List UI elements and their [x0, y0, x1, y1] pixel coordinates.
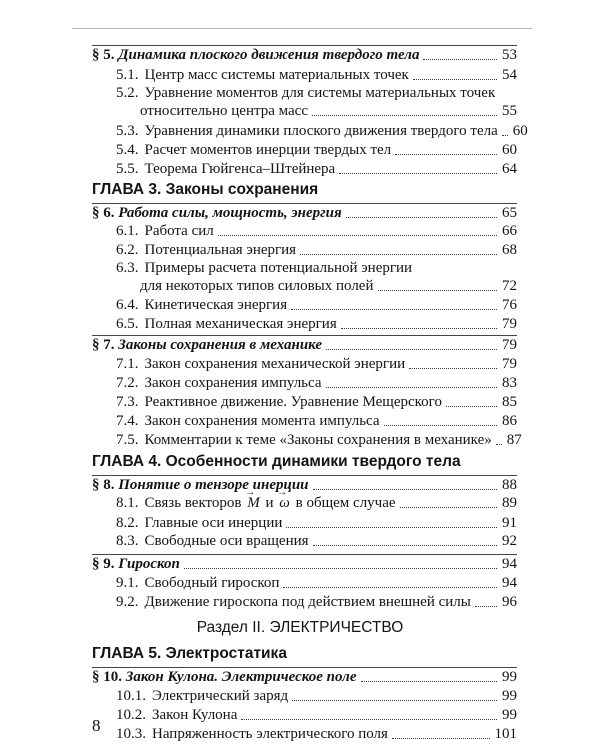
dot-leader — [218, 235, 497, 236]
section-title — [92, 336, 322, 354]
entry-title: Электрический заряд — [152, 688, 289, 704]
entry-number: 6.4. — [116, 297, 139, 313]
dot-leader — [283, 587, 497, 588]
entry-page-number: 94 — [502, 575, 517, 591]
entry-number: 7.3. — [116, 394, 139, 410]
section-number: § 8. — [92, 477, 115, 493]
toc-subsection-entry[interactable] — [116, 241, 517, 259]
toc-subsection-entry[interactable] — [116, 355, 517, 373]
section-title — [92, 668, 357, 686]
toc-section-entry[interactable] — [92, 668, 517, 686]
dot-leader — [291, 309, 497, 310]
section-number: § 9. — [92, 556, 115, 572]
entry-title: относительно центра масс — [140, 103, 308, 119]
entry-number: 6.5. — [116, 316, 139, 332]
dot-leader — [475, 606, 497, 607]
entry-number: 7.1. — [116, 356, 139, 372]
dot-leader — [413, 79, 497, 80]
entry-title: Полная механическая энергия — [144, 316, 337, 332]
toc-subsection-entry[interactable] — [116, 259, 517, 277]
section-title — [92, 476, 309, 494]
dot-leader — [423, 59, 497, 60]
entry-page-number: 60 — [502, 142, 517, 158]
entry-number: 5.1. — [116, 67, 139, 83]
entry-number: 6.1. — [116, 223, 139, 239]
section-title-text: Законы сохранения в механике — [118, 337, 322, 353]
section-number: § 6. — [92, 205, 115, 221]
dot-leader — [361, 681, 498, 682]
entry-title: для некоторых типов силовых полей — [140, 278, 374, 294]
entry-page-number: 68 — [502, 242, 517, 258]
entry-number: 5.4. — [116, 142, 139, 158]
section-title — [92, 46, 419, 64]
entry-number: 8.2. — [116, 515, 139, 531]
entry-title: Потенциальная энергия — [144, 242, 297, 258]
toc-subsection-entry[interactable] — [116, 315, 517, 333]
entry-page-number: 89 — [502, 495, 517, 511]
entry-number: 5.5. — [116, 161, 139, 177]
dot-leader — [313, 489, 497, 490]
toc-subsection-entry[interactable] — [116, 574, 517, 592]
dot-leader — [392, 738, 490, 739]
entry-page-number: 53 — [502, 47, 517, 63]
header-rule — [72, 28, 532, 29]
entry-title: Закон сохранения импульса — [144, 375, 322, 391]
section-number: § 7. — [92, 337, 115, 353]
dot-leader — [312, 115, 497, 116]
dot-leader — [313, 545, 497, 546]
entry-title: Свободный гироскоп — [144, 575, 280, 591]
entry-page-number: 85 — [502, 394, 517, 410]
dot-leader — [378, 290, 498, 291]
toc-subsection-entry[interactable] — [116, 706, 517, 724]
toc-subsection-entry[interactable] — [116, 122, 528, 140]
entry-number: 9.1. — [116, 575, 139, 591]
entry-page-number: 72 — [502, 278, 517, 294]
chapter-heading: ГЛАВА 5. Электростатика — [92, 645, 287, 662]
toc-section-entry[interactable] — [92, 46, 517, 64]
entry-title: Уравнения динамики плоского движения твердого тела — [144, 123, 498, 139]
dot-leader — [496, 444, 502, 445]
toc-section-entry[interactable] — [92, 204, 517, 222]
entry-page-number: 99 — [502, 669, 517, 685]
entry-number: 7.4. — [116, 413, 139, 429]
toc-section-entry[interactable] — [92, 476, 517, 494]
entry-page-number: 94 — [502, 556, 517, 572]
entry-page-number: 79 — [502, 356, 517, 372]
toc-subsection-entry[interactable] — [116, 374, 517, 392]
entry-title: Теорема Гюйгенса–Штейнера — [144, 161, 336, 177]
entry-number: 5.2. — [116, 85, 139, 101]
entry-page-number: 88 — [502, 477, 517, 493]
entry-number: 6.2. — [116, 242, 139, 258]
dot-leader — [326, 387, 497, 388]
entry-page-number: 87 — [506, 432, 522, 448]
section-title-text: Работа силы, мощность, энергия — [118, 205, 342, 221]
entry-title: Центр масс системы материальных точек — [144, 67, 409, 83]
toc-subsection-entry[interactable] — [116, 141, 517, 159]
toc-subsection-entry[interactable] — [116, 725, 517, 743]
entry-page-number: 86 — [502, 413, 517, 429]
entry-page-number: 91 — [502, 515, 517, 531]
entry-title: Напряженность электрического поля — [152, 726, 388, 742]
dot-leader — [409, 368, 497, 369]
entry-page-number: 92 — [502, 533, 517, 549]
entry-number: 6.3. — [116, 260, 139, 276]
entry-title: Расчет моментов инерции твердых тел — [144, 142, 392, 158]
dot-leader — [446, 406, 497, 407]
entry-title: Примеры расчета потенциальной энергии — [144, 260, 413, 276]
entry-page-number: 55 — [502, 103, 517, 119]
section-title-text: Понятие о тензоре инерции — [118, 477, 309, 493]
toc-subsection-entry[interactable] — [116, 593, 517, 611]
toc-subsection-entry[interactable] — [116, 514, 517, 532]
entry-title-pre: Связь векторов — [144, 495, 242, 511]
dot-leader — [326, 349, 497, 350]
entry-title: Закон сохранения момента импульса — [144, 413, 380, 429]
section-title — [92, 555, 180, 573]
toc-subsection-entry[interactable] — [116, 84, 517, 102]
dot-leader — [346, 217, 497, 218]
dot-leader — [241, 719, 497, 720]
chapter-heading: ГЛАВА 3. Законы сохранения — [92, 181, 319, 198]
entry-number: 8.1. — [116, 495, 139, 511]
entry-title: Закон сохранения механической энергии — [144, 356, 406, 372]
entry-number: 5.3. — [116, 123, 139, 139]
entry-page-number: 79 — [502, 316, 517, 332]
section-title-text: Гироскоп — [118, 556, 180, 572]
section-number: § 5. — [92, 47, 115, 63]
toc-subsection-entry[interactable] — [116, 222, 517, 240]
section-number: § 10. — [92, 669, 122, 685]
toc-section-entry[interactable] — [92, 336, 517, 354]
dot-leader — [300, 254, 497, 255]
entry-page-number: 79 — [502, 337, 517, 353]
entry-title-mid: и — [265, 495, 274, 511]
toc-subsection-entry[interactable] — [116, 687, 517, 705]
entry-page-number: 76 — [502, 297, 517, 313]
toc-entry-continuation[interactable] — [140, 102, 517, 120]
part-heading: Раздел II. ЭЛЕКТРИЧЕСТВО — [196, 619, 404, 636]
entry-title: Движение гироскопа под действием внешней силы — [144, 594, 471, 610]
entry-title: Закон Кулона — [152, 707, 238, 723]
entry-page-number: 96 — [502, 594, 517, 610]
dot-leader — [400, 507, 497, 508]
toc-subsection-entry[interactable] — [116, 393, 517, 411]
entry-title: Кинетическая энергия — [144, 297, 288, 313]
entry-number: 9.2. — [116, 594, 139, 610]
entry-title: Комментарии к теме «Законы сохранения в механике» — [144, 432, 492, 448]
dot-leader — [384, 425, 497, 426]
toc-subsection-entry[interactable] — [116, 412, 517, 430]
section-title-text: Динамика плоского движения твердого тела — [118, 47, 420, 63]
vector-m: → M — [245, 494, 262, 512]
entry-number: 7.5. — [116, 432, 139, 448]
section-title — [92, 204, 342, 222]
dot-leader — [292, 700, 497, 701]
entry-page-number: 54 — [502, 67, 517, 83]
toc-subsection-entry[interactable] — [116, 431, 522, 449]
entry-title — [145, 494, 396, 512]
entry-page-number: 64 — [502, 161, 517, 177]
entry-title: Свободные оси вращения — [144, 533, 309, 549]
page-number: 8 — [92, 716, 101, 735]
toc-section-entry[interactable] — [92, 555, 517, 573]
entry-title: Работа сил — [144, 223, 214, 239]
entry-page-number: 83 — [502, 375, 517, 391]
entry-page-number: 60 — [512, 123, 528, 139]
dot-leader — [184, 568, 497, 569]
entry-page-number: 66 — [502, 223, 517, 239]
entry-number: 7.2. — [116, 375, 139, 391]
toc-subsection-entry[interactable] — [116, 160, 517, 178]
toc-subsection-entry[interactable] — [116, 532, 517, 550]
entry-number: 10.2. — [116, 707, 146, 723]
entry-title-post: в общем случае — [295, 495, 396, 511]
entry-number: 10.3. — [116, 726, 146, 742]
dot-leader — [395, 154, 497, 155]
dot-leader — [341, 328, 497, 329]
entry-page-number: 99 — [502, 707, 517, 723]
entry-page-number: 99 — [502, 688, 517, 704]
section-title-text: Закон Кулона. Электрическое поле — [125, 669, 357, 685]
toc-entry-continuation[interactable] — [140, 277, 517, 295]
entry-number: 10.1. — [116, 688, 146, 704]
entry-title: Главные оси инерции — [144, 515, 283, 531]
entry-title: Реактивное движение. Уравнение Мещерского — [144, 394, 442, 410]
toc-subsection-entry[interactable] — [116, 66, 517, 84]
dot-leader — [339, 173, 497, 174]
entry-page-number: 65 — [502, 205, 517, 221]
entry-page-number: 101 — [494, 726, 517, 742]
entry-title: Уравнение моментов для системы материальных точек — [144, 85, 496, 101]
toc-subsection-entry[interactable] — [116, 494, 517, 512]
dot-leader — [286, 527, 497, 528]
chapter-heading: ГЛАВА 4. Особенности динамики твердого тела — [92, 453, 461, 470]
dot-leader — [502, 135, 508, 136]
toc-subsection-entry[interactable] — [116, 296, 517, 314]
vector-omega: → ω — [277, 494, 292, 512]
entry-number: 8.3. — [116, 533, 139, 549]
